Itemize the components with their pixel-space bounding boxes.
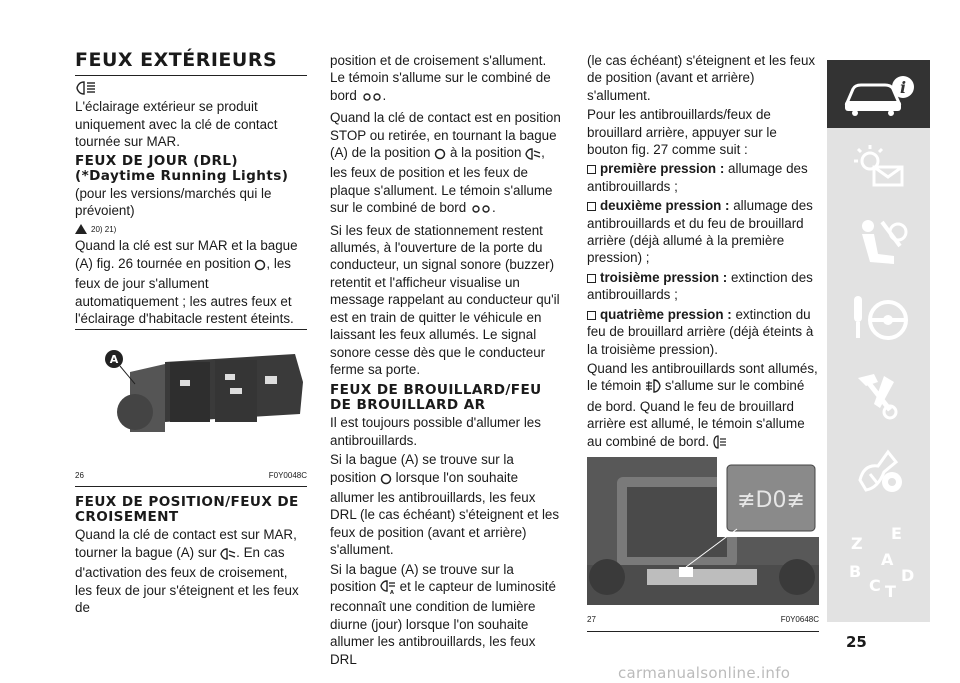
index-letters-icon (839, 525, 919, 605)
map-navigation-icon (844, 444, 914, 500)
heading-fog: FEUX DE BROUILLARD/FEU DE BROUILLARD AR (330, 382, 542, 414)
col3-paragraph-2: Pour les antibrouillards/feux de brouillard arrière, appuyer sur le bouton fig. 27 comme suit : (587, 107, 777, 158)
svg-text:≢D0≢: ≢D0≢ (737, 487, 805, 513)
position-lights-icon (361, 90, 383, 107)
callout-a: A (109, 353, 119, 367)
col3-paragraph-3: Quand les antibrouillards sont allumés, le témoin s'allume sur le combiné de bord. Quand le feu de brouillard arrière est allumé, le témoin s'allume au combiné de bord. (587, 360, 819, 453)
light-switch-illustration (75, 332, 307, 460)
page-title: FEUX EXTÉRIEURS (75, 52, 307, 76)
drl-icon (254, 258, 266, 275)
svg-text:C: C (868, 576, 881, 595)
bullet-1: première pression : allumage des antibrouillards ; (587, 161, 808, 194)
svg-text:D: D (900, 566, 914, 585)
tab-emergency[interactable] (827, 362, 930, 430)
col2-paragraph-4: Il est toujours possible d'allumer les antibrouillards. (330, 415, 541, 448)
warning-triangle-icon (75, 224, 87, 234)
col2-paragraph-1: position et de croisement s'allument. Le témoin s'allume sur le combiné de bord . (330, 52, 562, 107)
tab-index[interactable] (827, 520, 930, 610)
figure-27-caption: 27 F0Y0648C (587, 611, 819, 631)
position-paragraph: Quand la clé de contact est sur MAR, tourner la bague (A) sur . En cas d'activation des feux de croisement, les feux de jour s'éteignent et les feux de (75, 527, 299, 615)
col2-paragraph-5: Si la bague (A) se trouve sur la position lorsque l'on souhaite allumer les antibrouillards, les feux DRL (le cas échéant) s'éteignent et les feux de position (avant et arrière) s'allument. (330, 452, 560, 558)
figure-27 (587, 457, 819, 632)
column-3 (587, 52, 819, 632)
col2-paragraph-6: Si la bague (A) se trouve sur la position A et le capteur de luminosité reconnaît une condition de lumière diurne (jour) lorsque l'on souhaite allumer les antibrouillards, les feux DRL (330, 561, 556, 667)
svg-text:Z: Z (850, 534, 863, 553)
drl-icon-2 (434, 147, 446, 164)
tab-multimedia[interactable] (827, 438, 930, 506)
figure-26 (75, 332, 307, 487)
tools-icon (844, 368, 914, 424)
page-number: 25 (846, 633, 867, 651)
tab-warning-lights[interactable] (827, 134, 930, 202)
tab-safety[interactable] (827, 210, 930, 278)
low-beam-icon-2 (525, 147, 541, 164)
svg-text:T: T (884, 582, 896, 601)
rear-fog-icon (713, 435, 727, 453)
column-2 (330, 52, 562, 670)
col3-paragraph-1: (le cas échéant) s'éteignent et les feux de position (avant et arrière) s'allument. (587, 53, 816, 103)
heading-drl: FEUX DE JOUR (DRL) (*Daytime Running Lights) (75, 152, 289, 184)
watermark: carmanualsonline.info (618, 664, 791, 682)
tab-starting-driving[interactable] (827, 286, 930, 354)
auto-light-icon (380, 580, 396, 598)
svg-text:A: A (389, 589, 394, 594)
tab-car-info[interactable] (827, 60, 930, 128)
bullet-4: quatrième pression : extinction du feu de brouillard arrière (déjà éteints à la troisième pression). (587, 306, 814, 357)
col2-paragraph-3: Si les feux de stationnement restent allumés, à l'ouverture de la porte du conducteur, un signal sonore (buzzer) retentit et l'afficheur visualise un message rappelant au conducteur qu'il est en train de quitter le véhicule en laissant les feux allumés. Le signal sonore cesse dès que le conducteur ferme sa porte. (330, 222, 560, 377)
svg-text:B: B (848, 562, 861, 581)
col2-paragraph-2: Quand la clé de contact est en position STOP ou retirée, en tournant la bague (A) de la position à la position , les feux de position et les feux de plaque s'allument. Le témoin s'allume sur le combiné de bord . (330, 109, 562, 219)
low-beam-icon (220, 547, 236, 564)
svg-text:E: E (890, 525, 902, 543)
headlight-icon (75, 80, 307, 98)
warning-refs: 20) 21) (75, 221, 307, 237)
warning-lights-icon (844, 143, 914, 193)
key-steering-icon (844, 292, 914, 348)
bullet-3: troisième pression : extinction des antibrouillards ; (587, 269, 813, 303)
position-lights-icon-2 (470, 202, 492, 219)
drl-note: (pour les versions/marchés qui le prévoient) (75, 185, 272, 219)
fog-button-illustration (587, 457, 819, 605)
bullet-2: deuxième pression : allumage des antibrouillards et du feu de brouillard arrière (déjà allumé à la première pression) ; (587, 198, 813, 266)
column-1 (75, 49, 307, 618)
drl-paragraph: Quand la clé est sur MAR et la bague (A) fig. 26 tournée en position , les feux de jour s'allument automatiquement ; les autres feux et l'éclairage d'habitacle restent éteints. (75, 238, 298, 327)
svg-text:i: i (899, 78, 906, 97)
car-info-icon (839, 69, 919, 119)
fog-light-icon (645, 379, 661, 397)
intro-paragraph: L'éclairage extérieur se produit uniquement avec la clé de contact tournée sur MAR. (75, 99, 278, 150)
svg-text:A: A (880, 550, 893, 569)
drl-icon-3 (380, 472, 392, 489)
figure-26-caption: 26 F0Y0048C (75, 467, 307, 487)
airbag-seat-icon (844, 216, 914, 272)
heading-position: FEUX DE POSITION/FEUX DE CROISEMENT (75, 494, 299, 526)
chapter-sidebar (827, 60, 930, 622)
